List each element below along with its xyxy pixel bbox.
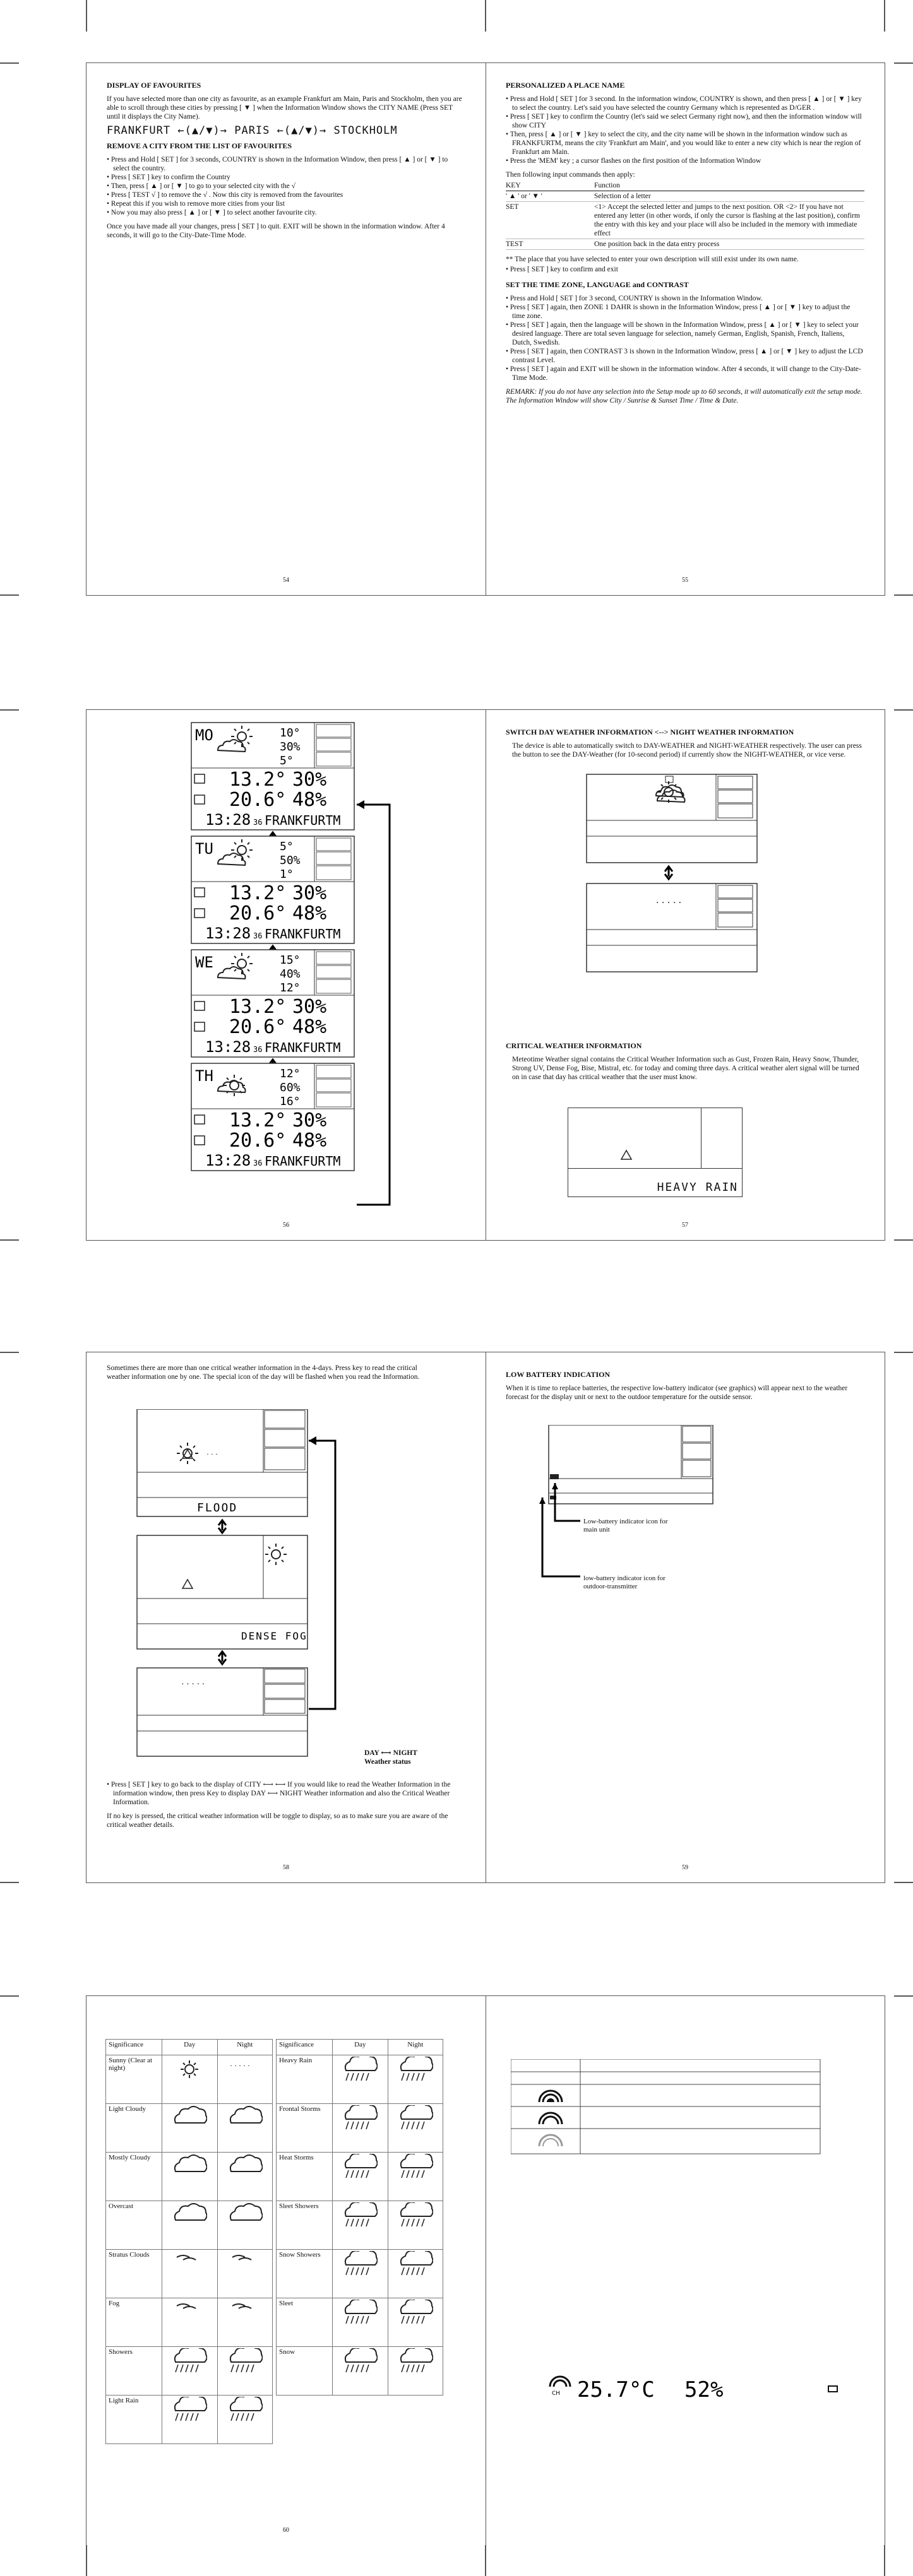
- list-item: • Press and Hold [ SET ] for 3 second, COUNTRY is shown in the Information Window.: [506, 294, 864, 303]
- signal-table: [511, 2059, 864, 2438]
- svg-text:· · · · ·: · · · · ·: [656, 898, 682, 908]
- page-59: [486, 1352, 885, 1882]
- night-weather-icon: [217, 2104, 273, 2153]
- svg-text:· · · · ·: · · · · ·: [181, 1680, 205, 1689]
- indoor-humidity: 30%: [292, 996, 327, 1018]
- list-item: • Press and Hold [ SET ] for 3 second. In the information window, COUNTRY is shown, and then press [ ▲ ] or [ ▼ ] key to select the country. Let's said you have selected the country Germany which is represented as D/GER .: [506, 95, 864, 112]
- day-label: WE: [195, 954, 213, 971]
- table-row: [506, 191, 864, 202]
- forecast-lcd-sequence: [87, 710, 486, 1240]
- night-weather-icon: [388, 2055, 443, 2104]
- page-56: [87, 710, 486, 1240]
- indoor-humidity: 30%: [292, 882, 327, 904]
- note-paragraph: ** The place that you have selected to enter your own description will still exist under its own name.: [506, 256, 799, 263]
- table-header: Night: [388, 2040, 443, 2055]
- table-header: Significance: [277, 2040, 333, 2055]
- table-row: [106, 2201, 273, 2250]
- city-name: FRANKFURTM: [265, 1154, 341, 1169]
- day-weather-icon: [162, 2055, 218, 2104]
- function-cell: One position back in the data entry process: [594, 239, 864, 250]
- night-weather-icon: [217, 2347, 273, 2396]
- table-row: [277, 2298, 443, 2347]
- critical-alert-screen: [568, 1108, 743, 1197]
- day-label: TU: [195, 840, 213, 858]
- list-item: • Press [ SET ] key to confirm and exit: [506, 265, 864, 274]
- table-header: Day: [162, 2040, 218, 2055]
- alert-text: HEAVY RAIN: [657, 1181, 738, 1194]
- function-cell: <1> Accept the selected letter and jumps to the next position. OR <2> If you have not entered any letter (in other words, if only the cursor is flashing at the last position), confirm the entry with this key and your place will also be included in the memory with immediate effect: [594, 202, 864, 239]
- clock-seconds: 36: [253, 931, 263, 940]
- significance-cell: Fog: [106, 2298, 162, 2347]
- spread-58-59: [86, 1352, 885, 1883]
- forecast-rain: 40%: [280, 967, 301, 981]
- alert-text-flood: FLOOD: [197, 1501, 238, 1515]
- forecast-high: 15°: [280, 954, 301, 967]
- forecast-high: 10°: [280, 726, 301, 740]
- list-item: • Press [ SET ] key to go back to the display of CITY ⟷ ⟷ If you would like to read the Weather Information in the information window, then press Key to display DAY ⟷ NIGHT Weather information and also the Critical Weather Information.: [107, 1780, 465, 1807]
- svg-text:· · · · ·: · · · · ·: [229, 2061, 250, 2070]
- exit-paragraph: Once you have made all your changes, press [ SET ] to quit. EXIT will be shown in the information window. After 4 seconds, it will go to the City-Date-Time Mode.: [107, 223, 445, 239]
- table-row: [506, 239, 864, 250]
- personalize-steps: [506, 95, 864, 165]
- significance-cell: Light Cloudy: [106, 2104, 162, 2153]
- outdoor-humidity: 52%: [684, 2377, 724, 2402]
- signal-outdoor-icon: [550, 2377, 570, 2387]
- significance-cell: Frontal Storms: [277, 2104, 333, 2153]
- significance-cell: Showers: [106, 2347, 162, 2396]
- table-header: Day: [333, 2040, 388, 2055]
- day-weather-icon: [162, 2347, 218, 2396]
- night-weather-icon: [388, 2201, 443, 2250]
- alert-screens: [124, 1409, 440, 1763]
- table-row: [106, 2396, 273, 2444]
- timezone-steps: [506, 294, 864, 382]
- battery-icon: [828, 2386, 837, 2392]
- cities-lcd-sequence: FRANKFURT ←(▲/▼)→ PARIS ←(▲/▼)→ STOCKHOLM: [107, 124, 398, 137]
- indoor-humidity: 30%: [292, 1109, 327, 1131]
- outdoor-battery-label: low-battery indicator icon for outdoor-transmitter: [583, 1575, 665, 1590]
- alert-triangle-icon: [620, 1149, 633, 1161]
- day-weather-icon: [333, 2055, 388, 2104]
- day-weather-icon: [333, 2250, 388, 2298]
- outdoor-humidity: 48%: [292, 1130, 327, 1152]
- table-header: Night: [217, 2040, 273, 2055]
- favourites-paragraph: If you have selected more than one city as favourite, as an example Frankfurt am Main, Paris and Stockholm, then you are able to scroll through these cities by pressing [ ▼ ] when the Information Window shows the CITY NAME (Press SET until it displays the City Name).: [107, 95, 462, 121]
- table-row: [106, 2250, 273, 2298]
- forecast-high: 12°: [280, 1067, 301, 1080]
- outdoor-humidity: 48%: [292, 1016, 327, 1038]
- significance-cell: Heavy Rain: [277, 2055, 333, 2104]
- list-item: • Press [ SET ] key to confirm the Country (let's said we select Germany right now), and then the information window will show CITY: [506, 112, 864, 130]
- significance-cell: Snow Showers: [277, 2250, 333, 2298]
- table-row: [277, 2153, 443, 2201]
- page-number: 59: [682, 1864, 688, 1871]
- significance-cell: Sunny (Clear at night): [106, 2055, 162, 2104]
- night-weather-icon: [217, 2201, 273, 2250]
- page-60: [87, 1996, 486, 2545]
- weather-icons-table-right: [276, 2039, 443, 2396]
- right-rows: [277, 2055, 443, 2396]
- day-label: MO: [195, 726, 213, 744]
- day-weather-icon: [333, 2104, 388, 2153]
- heading-display-favourites: DISPLAY OF FAVOURITES: [107, 81, 201, 90]
- list-item: • Repeat this if you wish to remove more cities from your list: [107, 199, 465, 208]
- list-item: • Press [ SET ] again, then the language will be shown in the Information Window, press [ ▲ ] or [ ▼ ] key to select your desired language. There are total seven language for selection, namely German, English, Spanish, French, Italiens, Dutch, Swedish.: [506, 321, 864, 347]
- channel-label: CH: [552, 2390, 561, 2397]
- outdoor-humidity: 48%: [292, 789, 327, 811]
- spread-60-61: [86, 1995, 885, 2545]
- forecast-low: 16°: [280, 1095, 301, 1108]
- outdoor-temp: 20.6°: [229, 789, 287, 811]
- indoor-temp: 13.2°: [229, 769, 287, 791]
- night-weather-icon: [217, 2298, 273, 2347]
- forecast-low: 1°: [280, 868, 294, 881]
- critical-weather-paragraph: Meteotime Weather signal contains the Critical Weather Information such as Gust, Frozen Rain, Heavy Snow, Thunder, Strong UV, Dense Fog, Bise, Mistral, etc. for today and coming three days. A critical weather alert signal will be turned on in case that day has critical weather that the user must know.: [512, 1056, 859, 1081]
- table-row: [277, 2055, 443, 2104]
- function-cell: Selection of a letter: [594, 191, 864, 202]
- day-label: TH: [195, 1067, 213, 1085]
- signal-weak-icon: [539, 2135, 562, 2146]
- table-row: [106, 2153, 273, 2201]
- signal-strong-icon: [539, 2091, 562, 2102]
- alert-text-fog: DENSE FOG: [241, 1630, 307, 1642]
- battery-icon: [550, 1474, 559, 1479]
- page-number: 55: [682, 577, 688, 584]
- page-54: [87, 63, 486, 595]
- page-number: 60: [283, 2527, 289, 2534]
- key-cell: TEST: [506, 239, 594, 250]
- table-row: [106, 2298, 273, 2347]
- day-weather-icon: [162, 2201, 218, 2250]
- day-weather-icon: [333, 2347, 388, 2396]
- list-item: • Press [ TEST √ ] to remove the √ . Now this city is removed from the favourites: [107, 191, 465, 199]
- day-weather-icon: [333, 2153, 388, 2201]
- key-cell: SET: [506, 202, 594, 239]
- outdoor-humidity: 48%: [292, 902, 327, 925]
- night-weather-icon: [388, 2104, 443, 2153]
- forecast-rain: 30%: [280, 740, 301, 753]
- significance-cell: Snow: [277, 2347, 333, 2396]
- indoor-temp: 13.2°: [229, 996, 287, 1018]
- indoor-humidity: 30%: [292, 769, 327, 791]
- table-header: KEY: [506, 180, 594, 191]
- outdoor-temp: 20.6°: [229, 1016, 287, 1038]
- remove-city-steps: [107, 155, 465, 217]
- svg-text:· · ·: · · ·: [206, 1450, 218, 1458]
- page-number: 56: [283, 1222, 289, 1229]
- significance-cell: Heat Storms: [277, 2153, 333, 2201]
- clock-time: 13:28: [205, 1038, 251, 1056]
- list-item: • Now you may also press [ ▲ ] or [ ▼ ] to select another favourite city.: [107, 208, 465, 217]
- page-number: 57: [682, 1222, 688, 1229]
- forecast-low: 5°: [280, 754, 294, 767]
- day-weather-icon: [162, 2298, 218, 2347]
- heading-day-night: SWITCH DAY WEATHER INFORMATION <--> NIGHT WEATHER INFORMATION: [506, 728, 794, 736]
- page-number: 54: [283, 577, 289, 584]
- list-item: • Then, press [ ▲ ] or [ ▼ ] to go to your selected city with the √: [107, 182, 465, 191]
- forecast-screens: [191, 723, 354, 1171]
- main-unit-battery-label: Low-battery indicator icon for main unit: [583, 1518, 668, 1533]
- night-weather-icon: [217, 2250, 273, 2298]
- significance-cell: Sleet Showers: [277, 2201, 333, 2250]
- outdoor-temp: 20.6°: [229, 902, 287, 925]
- significance-cell: Stratus Clouds: [106, 2250, 162, 2298]
- night-weather-icon: [217, 2396, 273, 2444]
- page-57: [486, 710, 885, 1240]
- table-row: [277, 2104, 443, 2153]
- key-cell: ' ▲ ' or ' ▼ ': [506, 191, 594, 202]
- keys-intro: Then following input commands then apply:: [506, 171, 635, 179]
- night-weather-icon: [388, 2153, 443, 2201]
- spread-56-57: [86, 709, 885, 1241]
- clock-seconds: 36: [253, 818, 263, 827]
- page-58: [87, 1352, 486, 1882]
- night-weather-icon: [388, 2347, 443, 2396]
- table-row: [106, 2347, 273, 2396]
- night-weather-icon: [388, 2250, 443, 2298]
- clock-time: 13:28: [205, 925, 251, 942]
- forecast-screen: [191, 1063, 354, 1171]
- list-item: • Press [ SET ] again, then CONTRAST 3 is shown in the Information Window, press [ ▲ ] or [ ▼ ] key to adjust the LCD contrast Level.: [506, 347, 864, 365]
- significance-cell: Overcast: [106, 2201, 162, 2250]
- multiple-alerts-paragraph: Sometimes there are more than one critical weather information in the 4-days. Press key to read the critical weather information one by one. The special icon of the day will be flashed when you read the Information.: [107, 1364, 420, 1381]
- day-weather-icon: [162, 2104, 218, 2153]
- signal-medium-icon: [539, 2113, 562, 2124]
- table-header: Function: [594, 180, 864, 191]
- left-rows: [106, 2055, 273, 2444]
- forecast-low: 12°: [280, 981, 301, 995]
- key-function-table: [506, 180, 864, 250]
- heading-low-battery: LOW BATTERY INDICATION: [506, 1370, 611, 1379]
- heading-time-zone: SET THE TIME ZONE, LANGUAGE and CONTRAST: [506, 280, 689, 289]
- heading-remove-city: REMOVE A CITY FROM THE LIST OF FAVOURITES: [107, 141, 292, 150]
- list-item: • Press [ SET ] again, then ZONE 1 DAHR is shown in the Information Window, press [ ▲ ] or [ ▼ ] key to adjust the time zone.: [506, 303, 864, 321]
- list-item: • Press [ SET ] key to confirm the Country: [107, 173, 465, 182]
- list-item: • Press the 'MEM' key ; a cursor flashes on the first position of the Information Window: [506, 157, 864, 165]
- remark-paragraph: REMARK: If you do not have any selection into the Setup mode up to 60 seconds, it will automatically exit the setup mode. The Information Window will show City / Sunrise & Sunset Time / Time & Date.: [506, 388, 862, 405]
- city-name: FRANKFURTM: [265, 1040, 341, 1055]
- page-55: [486, 63, 885, 595]
- table-row: [106, 2104, 273, 2153]
- toggle-paragraph: If no key is pressed, the critical weather information will be toggle to display, so as to make sure you are aware of the critical weather details.: [107, 1812, 448, 1829]
- table-header: Significance: [106, 2040, 162, 2055]
- city-name: FRANKFURTM: [265, 926, 341, 942]
- spread-54-55: [86, 62, 885, 596]
- table-row: [106, 2055, 273, 2104]
- night-weather-icon: [217, 2153, 273, 2201]
- list-item: • Then, press [ ▲ ] or [ ▼ ] key to select the city, and the city name will be shown in the information window such as FRANKFURTM, means the city 'Frankfurt am Main', and you would like to enter a new city which is near the region of Frankfurt am Main.: [506, 130, 864, 157]
- page-number: 58: [283, 1864, 289, 1871]
- day-weather-icon: [162, 2396, 218, 2444]
- list-item: • Press and Hold [ SET ] for 3 seconds, COUNTRY is shown in the Information Window, then press [ ▲ ] or [ ▼ ] to select the country.: [107, 155, 465, 173]
- forecast-screen: [191, 723, 354, 830]
- day-weather-icon: [333, 2298, 388, 2347]
- day-weather-icon: [333, 2201, 388, 2250]
- table-row: [506, 202, 864, 239]
- day-weather-icon: [162, 2250, 218, 2298]
- forecast-rain: 60%: [280, 1081, 301, 1094]
- heading-critical-weather: CRITICAL WEATHER INFORMATION: [506, 1041, 642, 1050]
- weather-icons-table-left: [105, 2039, 273, 2444]
- forecast-screen: [191, 836, 354, 943]
- significance-cell: Sleet: [277, 2298, 333, 2347]
- weather-status-label: Weather status: [364, 1758, 411, 1766]
- table-row: [277, 2347, 443, 2396]
- forecast-high: 5°: [280, 840, 294, 853]
- night-weather-icon: [388, 2298, 443, 2347]
- page-61: [486, 1996, 885, 2545]
- day-night-paragraph: The device is able to automatically switch to DAY-WEATHER and NIGHT-WEATHER respectively. The user can press the button to see the DAY-Weather (for 10-second period) if currently show the NIGHT-WEATHER, or vice verse.: [512, 742, 862, 759]
- outdoor-temp: 25.7°C: [577, 2377, 655, 2402]
- forecast-screen: [191, 950, 354, 1057]
- city-name: FRANKFURTM: [265, 813, 341, 828]
- low-battery-diagram: [530, 1425, 795, 1589]
- clock-seconds: 36: [253, 1159, 263, 1167]
- significance-cell: Light Rain: [106, 2396, 162, 2444]
- table-row: [277, 2250, 443, 2298]
- list-item: • Press [ SET ] again and EXIT will be shown in the information window. After 4 seconds, it will change to the City-Date-Time Mode.: [506, 365, 864, 382]
- clock-time: 13:28: [205, 1152, 251, 1169]
- night-weather-icon: [217, 2055, 273, 2104]
- indoor-temp: 13.2°: [229, 1109, 287, 1131]
- low-battery-paragraph: When it is time to replace batteries, the respective low-battery indicator (see graphics) will appear next to the weather forecast for the display unit or next to the outdoor temperature for the outside sensor.: [506, 1385, 848, 1401]
- loop-arrow: [357, 805, 390, 1205]
- table-row: [277, 2201, 443, 2250]
- day-weather-icon: [162, 2153, 218, 2201]
- significance-cell: Mostly Cloudy: [106, 2153, 162, 2201]
- outdoor-temp: 20.6°: [229, 1130, 287, 1152]
- forecast-rain: 50%: [280, 854, 301, 867]
- indoor-temp: 13.2°: [229, 882, 287, 904]
- clock-time: 13:28: [205, 811, 251, 829]
- heading-personalize-place: PERSONALIZED A PLACE NAME: [506, 81, 625, 90]
- day-night-label: DAY ⟷ NIGHT: [364, 1749, 418, 1757]
- clock-seconds: 36: [253, 1045, 263, 1054]
